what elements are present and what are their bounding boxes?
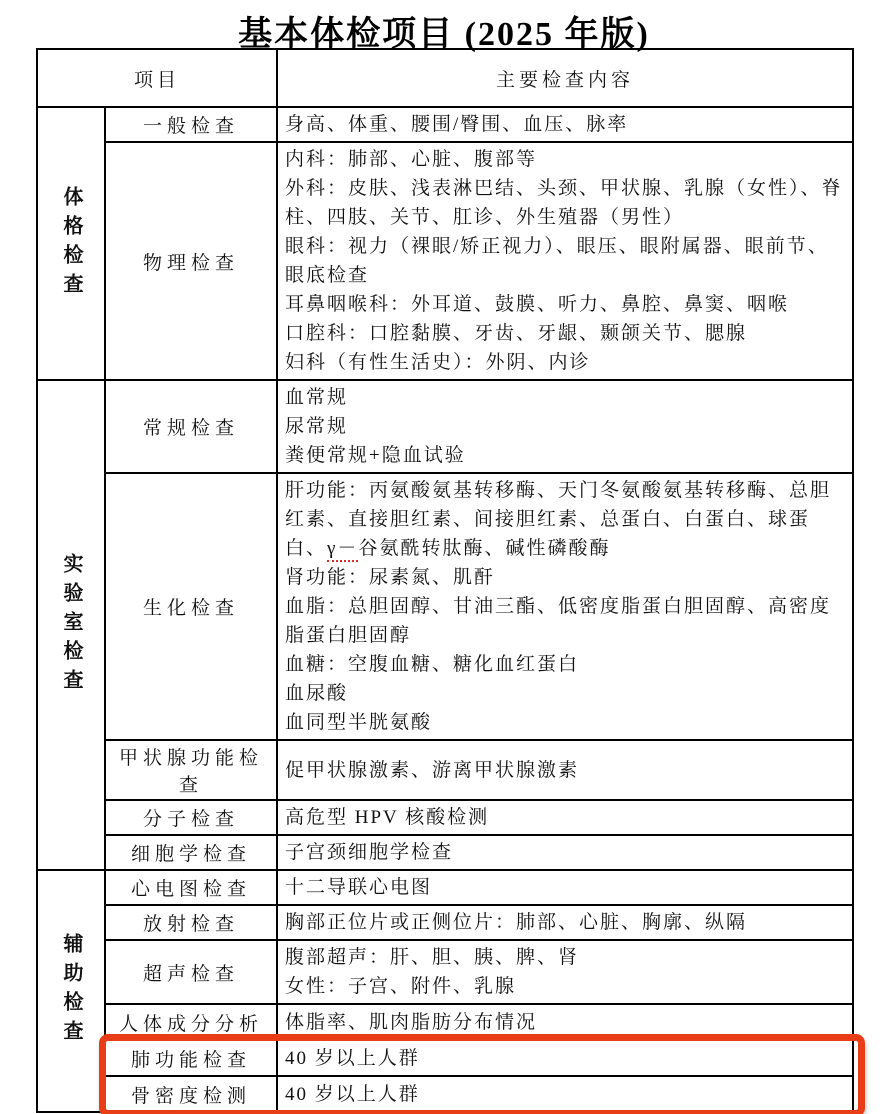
content-cell [277,142,853,380]
table-row [37,905,853,940]
subcategory-cell: 甲状腺功能检查 [105,740,277,800]
category-cell [37,380,105,870]
content-line: 血尿酸 [285,683,349,704]
column-header-item: 项目 [37,49,277,107]
subcategory-cell: 物理检查 [105,142,277,380]
content-line: 耳鼻咽喉科：外耳道、鼓膜、听力、鼻腔、鼻窦、咽喉 [285,294,790,315]
table-row [37,1004,853,1040]
subcategory-cell: 放射检查 [105,905,277,940]
content-cell [277,800,853,835]
content-line: 粪便常规+隐血试验 [285,445,466,466]
exam-table [36,48,854,1113]
subcategory-cell: 超声检查 [105,940,277,1004]
subcategory-cell: 肺功能检查 [105,1040,277,1076]
content-cell [277,380,853,473]
content-cell [277,1076,853,1112]
category-cell [37,870,105,1112]
content-cell [277,473,853,740]
category-cell [37,107,105,380]
table-row [37,940,853,1004]
table-row [37,473,853,740]
content-line: 高危型 HPV 核酸检测 [285,807,490,828]
spellcheck-underline: γ－ [327,538,358,562]
content-line: 口腔科：口腔黏膜、牙齿、牙龈、颞颌关节、腮腺 [285,323,748,344]
page-title: 基本体检项目 (2025 年版) [238,16,650,53]
content-cell [277,740,853,800]
content-line: 妇科（有性生活史）：外阴、内诊 [285,352,591,373]
content-line: 血糖：空腹血糖、糖化血红蛋白 [285,654,580,675]
subcategory-cell: 心电图检查 [105,870,277,905]
table-row [37,870,853,905]
table-row [37,740,853,800]
table-row [37,800,853,835]
content-line: 眼科：视力（裸眼/矫正视力）、眼压、眼附属器、眼前节、眼底检查 [285,236,829,286]
content-cell [277,107,853,142]
table-row-highlighted [37,1076,853,1112]
content-line: 血同型半胱氨酸 [285,712,433,733]
content-line: 促甲状腺激素、游离甲状腺激素 [285,759,580,781]
subcategory-cell: 人体成分分析 [105,1004,277,1040]
content-cell [277,870,853,905]
table-row [37,835,853,870]
content-line: 十二导联心电图 [285,877,433,898]
content-line: 子宫颈细胞学检查 [285,842,454,863]
content-line: 胸部正位片或正侧位片：肺部、心脏、胸廓、纵隔 [285,912,748,933]
subcategory-cell: 一般检查 [105,107,277,142]
content-line: 肝功能：丙氨酸氨基转移酶、天门冬氨酸氨基转移酶、总胆红素、直接胆红素、间接胆红素、总蛋白、白蛋白、球蛋白、γ－谷氨酰转肽酶、碱性磷酸酶 [285,476,848,563]
content-line: 40 岁以上人群 [285,1047,420,1069]
column-header-content: 主要检查内容 [277,49,853,107]
content-line: 40 岁以上人群 [285,1083,420,1105]
content-cell [277,1004,853,1040]
content-line: 血脂：总胆固醇、甘油三酯、低密度脂蛋白胆固醇、高密度脂蛋白胆固醇 [285,596,832,646]
table-row-highlighted [37,1040,853,1076]
table-row [37,107,853,142]
content-cell [277,835,853,870]
content-line: 内科：肺部、心脏、腹部等 [285,149,538,170]
category-label: 辅助检查 [60,933,82,1049]
content-line: 肾功能：尿素氮、肌酐 [285,567,496,588]
content-line: 尿常规 [285,416,349,437]
content-line: 身高、体重、腰围/臀围、血压、脉率 [285,114,629,135]
subcategory-cell: 常规检查 [105,380,277,473]
content-cell [277,905,853,940]
content-line: 女性：子宫、附件、乳腺 [285,976,517,997]
content-cell [277,1040,853,1076]
table-row [37,380,853,473]
category-label: 体格检查 [60,185,82,302]
subcategory-cell: 生化检查 [105,473,277,740]
subcategory-cell: 骨密度检测 [105,1076,277,1112]
subcategory-cell: 细胞学检查 [105,835,277,870]
category-label: 实验室检查 [60,552,82,698]
table-row [37,142,853,380]
subcategory-cell: 分子检查 [105,800,277,835]
content-cell [277,940,853,1004]
content-line: 腹部超声：肝、胆、胰、脾、肾 [285,947,580,968]
content-line: 体脂率、肌肉脂肪分布情况 [285,1011,538,1033]
content-line: 血常规 [285,387,349,408]
header-row [37,49,853,107]
content-line: 外科：皮肤、浅表淋巴结、头颈、甲状腺、乳腺（女性）、脊柱、四肢、关节、肛诊、外生殖器（男性） [285,178,843,228]
